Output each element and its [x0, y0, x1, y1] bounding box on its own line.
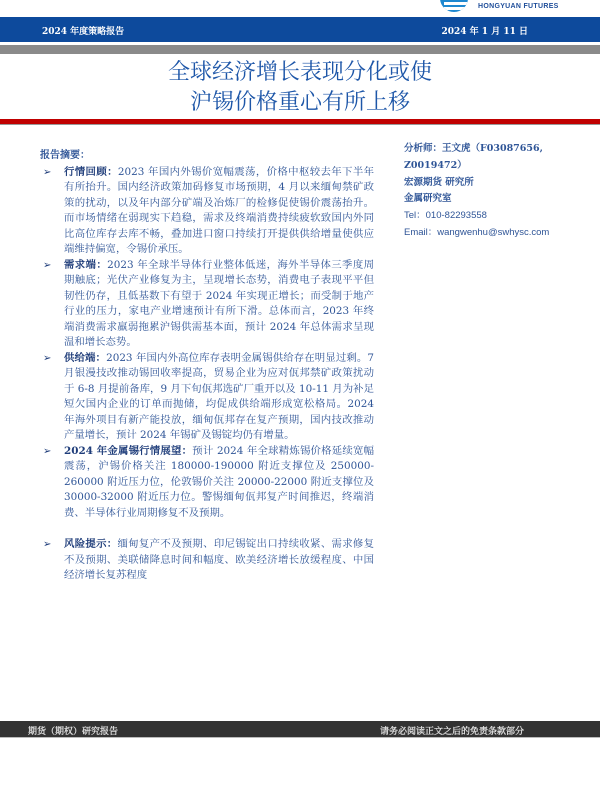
item-label: 供给端：: [64, 351, 107, 364]
analyst-company: 宏源期货 研究所: [404, 176, 474, 188]
bullet-arrow-icon: ➢: [43, 539, 52, 550]
summary-item-risk: [40, 537, 374, 584]
item-text: 2023 年国内外锡价宽幅震荡，价格中枢较去年下半年有所抬升。国内经济政策加码修复市场预期，4 月以来缅甸禁矿政策的扰动，以及年内部分矿端及冶炼厂的检修促使锡价震荡抬升。而市场情绪在弱现实下趋稳，需求及终端消费持续疲软致国内外同比高位库存去库不畅，叠加进口窗口持续打开提供供给增量使供应端维持偏宽，令锡价承压。: [64, 165, 375, 255]
logo-emblem-icon: [438, 0, 470, 14]
footer-disclaimer: 请务必阅读正文之后的免责条款部分: [380, 727, 525, 737]
footer-left: 期货（期权）研究报告: [28, 727, 119, 737]
analyst-dept: 金属研究室: [404, 193, 452, 205]
item-text: 2023 年全球半导体行业整体低迷，海外半导体三季度周期触底；光伏产业修复为主，呈现增长态势，消费电子表现平平但韧性仍存，且低基数下有望于 2024 年实现正增长；而受制于地产行业的压力，家电产业增速预计有所下滑。总体而言，2023 年终端消费需求羸弱拖累沪锡供需基本面，预计 2024 年总体需求呈现温和增长态势。: [64, 258, 375, 348]
item-label: 风险提示：: [64, 538, 118, 550]
report-date: 2024 年 1 月 11 日: [441, 27, 528, 37]
summary-item-outlook: [40, 444, 374, 522]
bullet-arrow-icon: ➢: [43, 259, 52, 271]
bullet-arrow-icon: ➢: [43, 166, 52, 178]
page-title: [0, 58, 600, 118]
divider-gray: [0, 45, 600, 54]
header-bar: [0, 17, 600, 42]
analyst-name: 分析师：王文虎（F03087656, Z0019472）: [404, 143, 543, 171]
divider-red: [0, 119, 600, 125]
analyst-tel: Tel：010-82293558: [404, 210, 487, 222]
summary-item-market-review: [40, 165, 374, 258]
item-label: 行情回顾：: [64, 165, 118, 178]
title-line-2: 沪锡价格重心有所上移: [189, 90, 410, 115]
logo-text: HONGYUAN FUTURES: [478, 3, 559, 10]
summary-item-supply: [40, 351, 374, 444]
analyst-email[interactable]: Email：wangwenhu@swhysc.com: [404, 226, 550, 238]
summary-heading: 报告摘要：: [40, 150, 90, 161]
bullet-arrow-icon: ➢: [43, 352, 52, 364]
item-text: 2023 年国内外高位库存表明金属锡供给存在明显过剩。7 月银漫技改推动锡回收率提高，贸易企业为应对佤邦禁矿政策扰动于 6-8 月提前备库，9 月下旬佤邦选矿厂重开以及 10-11 月为补足短欠国内企业的订单而抛储，均促成供给端形成宽松格局。2024 年海外项目有新产能投放，缅甸佤邦存在复产预期，国内技改推动产量增长，预计 2024 年锡矿及锡锭均仍有增量。: [64, 351, 375, 441]
summary-item-demand: [40, 258, 374, 351]
report-type: 2024 年度策略报告: [42, 27, 125, 37]
item-label: 2024 年金属锡行情展望：: [64, 444, 193, 457]
title-line-1: 全球经济增长表现分化或使: [167, 60, 432, 85]
item-text: 预计 2024 年全球精炼锡价格延续宽幅震荡，沪锡价格关注 180000-190000 附近支撑位及 250000-260000 附近压力位，伦敦锡价关注 20000-22000 附近支撑位及 30000-32000 附近压力位。警惕缅甸佤邦复产时间推迟，终端消费、半导体行业周期修复不及预期。: [64, 444, 374, 519]
item-label: 需求端：: [64, 258, 108, 271]
analyst-info: [404, 141, 600, 242]
bullet-arrow-icon: ➢: [43, 445, 52, 457]
footer-bar: [0, 721, 600, 738]
company-logo: [438, 0, 578, 16]
report-summary: [40, 148, 374, 584]
item-text: 缅甸复产不及预期、印尼锡锭出口持续收紧、需求修复不及预期、美联储降息时间和幅度、欧美经济增长放缓程度、中国经济增长复苏程度: [64, 538, 375, 581]
